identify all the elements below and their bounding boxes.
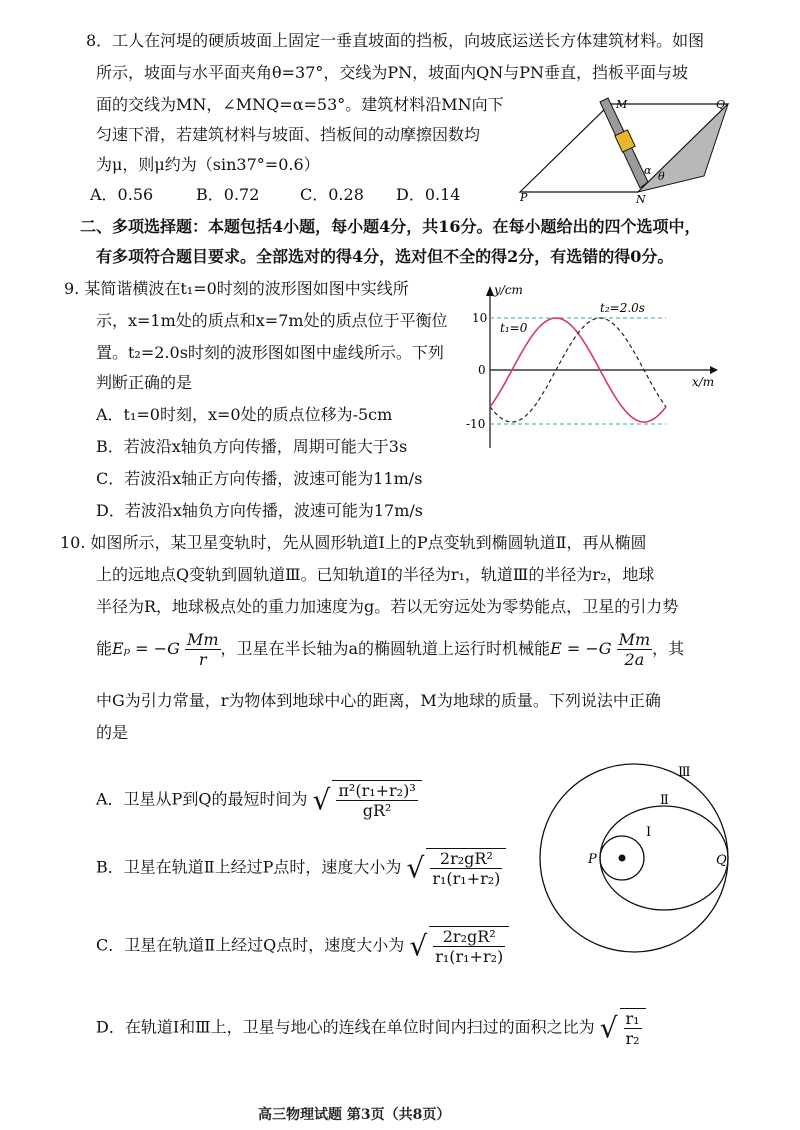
pe-numerator: Mm — [186, 630, 219, 649]
q10-option-c-text: C．卫星在轨道Ⅱ上经过Q点时，速度大小为 — [96, 935, 405, 955]
label-orbit-II: Ⅱ — [660, 793, 669, 808]
mechanical-energy-formula: E = −G — [550, 639, 612, 658]
pe-denominator: r — [198, 650, 207, 669]
q8-line-2: 所示，坡面与水平面夹角θ=37°，交线为PN，坡面内QN与PN垂直，挡板平面与坡 — [96, 63, 689, 82]
label-alpha: α — [644, 164, 652, 177]
q8-line-1: 8．工人在河堤的硬质坡面上固定一垂直坡面的挡板，向坡底运送长方体建筑材料。如图 — [86, 31, 705, 50]
energy-prefix: 能 — [96, 639, 113, 658]
q8-option-d: D．0.14 — [396, 185, 461, 204]
mechanical-energy-fraction — [617, 630, 653, 669]
q10-energy-line — [96, 630, 684, 669]
x-axis-arrow — [710, 366, 718, 374]
q10-a-denominator: gR² — [362, 801, 392, 820]
label-t2: t₂=2.0s — [600, 301, 645, 315]
y-tick-10: 10 — [472, 311, 488, 325]
q8-option-a: A．0.56 — [90, 185, 154, 204]
orbit-III — [540, 764, 728, 952]
q10-line-1: 10. 如图所示，某卫星变轨时，先从圆形轨道Ⅰ上的P点变轨到椭圆轨道Ⅱ，再从椭圆 — [60, 533, 647, 552]
y-tick-0: 0 — [478, 363, 486, 377]
label-P-point: P — [588, 852, 597, 867]
q10-option-c — [96, 926, 509, 966]
q10-line-3: 半径为R，地球极点处的重力加速度为g。若以无穷远处为零势能点，卫星的引力势 — [96, 597, 679, 616]
q10-line-5: 的是 — [96, 723, 129, 742]
label-N: N — [636, 193, 646, 204]
q10-d-numerator: r₁ — [625, 1009, 640, 1028]
q10-line-4: 中G为引力常量，r为物体到地球中心的距离，M为地球的质量。下列说法中正确 — [96, 691, 661, 710]
section-2-line-2: 有多项符合题目要求。全部选对的得4分，选对但不全的得2分，有选错的得0分。 — [96, 247, 674, 266]
page-footer: 高三物理试题 第3页（共8页） — [258, 1107, 451, 1123]
q9-option-a: A．t₁=0时刻，x=0处的质点位移为-5cm — [96, 405, 393, 424]
sqrt-sign-b: √ — [406, 851, 425, 885]
me-numerator: Mm — [618, 630, 651, 649]
label-orbit-III: Ⅲ — [678, 765, 691, 780]
q10-a-numerator: π²(r₁+r₂)³ — [338, 781, 416, 800]
q10-b-denominator: r₁(r₁+r₂) — [432, 869, 501, 888]
q9-line-2: 示，x=1m处的质点和x=7m处的质点位于平衡位 — [96, 311, 448, 330]
shadow-wedge — [638, 104, 728, 192]
q9-line-1: 9. 某简谐横波在t₁=0时刻的波形图如图中实线所 — [64, 279, 409, 298]
label-t1: t₁=0 — [500, 321, 528, 335]
label-Q-point: Q — [716, 853, 727, 868]
q9-option-d: D．若波沿x轴负方向传播，波速可能为17m/s — [96, 501, 423, 520]
potential-energy-fraction — [185, 630, 221, 669]
q10-option-d-text: D．在轨道Ⅰ和Ⅲ上，卫星与地心的连线在单位时间内扫过的面积之比为 — [96, 1017, 595, 1037]
energy-suffix: ，其 — [652, 639, 685, 658]
q10-d-denominator: r₂ — [625, 1029, 640, 1048]
q10-b-numerator: 2r₂gR² — [430, 849, 502, 869]
sqrt-sign-c: √ — [409, 929, 428, 963]
y-tick-neg10: -10 — [466, 417, 486, 431]
q10-option-a-text: A．卫星从P到Q的最短时间为 — [96, 789, 308, 809]
q9-option-c: C．若波沿x轴正方向传播，波速可能为11m/s — [96, 469, 423, 488]
orbit-figure — [532, 756, 732, 956]
q8-line-5: 为μ，则μ约为（sin37°=0.6） — [96, 155, 320, 174]
label-theta: θ — [658, 170, 665, 183]
q10-option-b — [96, 848, 506, 888]
energy-middle: ，卫星在半长轴为a的椭圆轨道上运行时机械能 — [220, 639, 551, 658]
q8-option-b: B．0.72 — [196, 185, 260, 204]
y-axis-arrow — [486, 286, 494, 296]
q10-option-a — [96, 780, 422, 820]
q9-option-b: B．若波沿x轴负方向传播，周期可能大于3s — [96, 437, 408, 456]
q10-line-2: 上的远地点Q变轨到圆轨道Ⅲ。已知轨道Ⅰ的半径为r₁，轨道Ⅲ的半径为r₂，地球 — [96, 565, 655, 584]
label-orbit-I: Ⅰ — [646, 825, 652, 840]
slope-figure — [508, 92, 738, 204]
me-denominator: 2a — [624, 650, 645, 669]
section-2-line-1: 二、多项选择题：本题包括4小题，每小题4分，共16分。在每小题给出的四个选项中， — [80, 217, 701, 236]
q9-line-4: 判断正确的是 — [96, 373, 193, 392]
q9-line-3: 置。t₂=2.0s时刻的波形图如图中虚线所示。下列 — [96, 343, 444, 362]
q10-option-d — [96, 1008, 646, 1048]
q8-line-3: 面的交线为MN，∠MNQ=α=53°。建筑材料沿MN向下 — [96, 95, 504, 114]
label-M: M — [616, 98, 628, 111]
q10-c-denominator: r₁(r₁+r₂) — [435, 947, 504, 966]
sqrt-sign-a: √ — [312, 783, 331, 817]
potential-energy-formula: Eₚ = −G — [112, 639, 180, 658]
earth-dot — [619, 855, 626, 862]
q10-c-numerator: 2r₂gR² — [433, 927, 505, 947]
q8-option-c: C．0.28 — [300, 185, 364, 204]
y-axis-label: y/cm — [494, 283, 523, 297]
label-Q: Q — [716, 98, 726, 111]
sqrt-sign-d: √ — [599, 1011, 618, 1045]
q10-option-b-text: B．卫星在轨道Ⅱ上经过P点时，速度大小为 — [96, 857, 402, 877]
wave-figure — [466, 282, 726, 452]
x-axis-label: x/m — [692, 375, 715, 389]
label-P: P — [520, 191, 528, 204]
q8-line-4: 匀速下滑，若建筑材料与坡面、挡板间的动摩擦因数均 — [96, 125, 481, 144]
